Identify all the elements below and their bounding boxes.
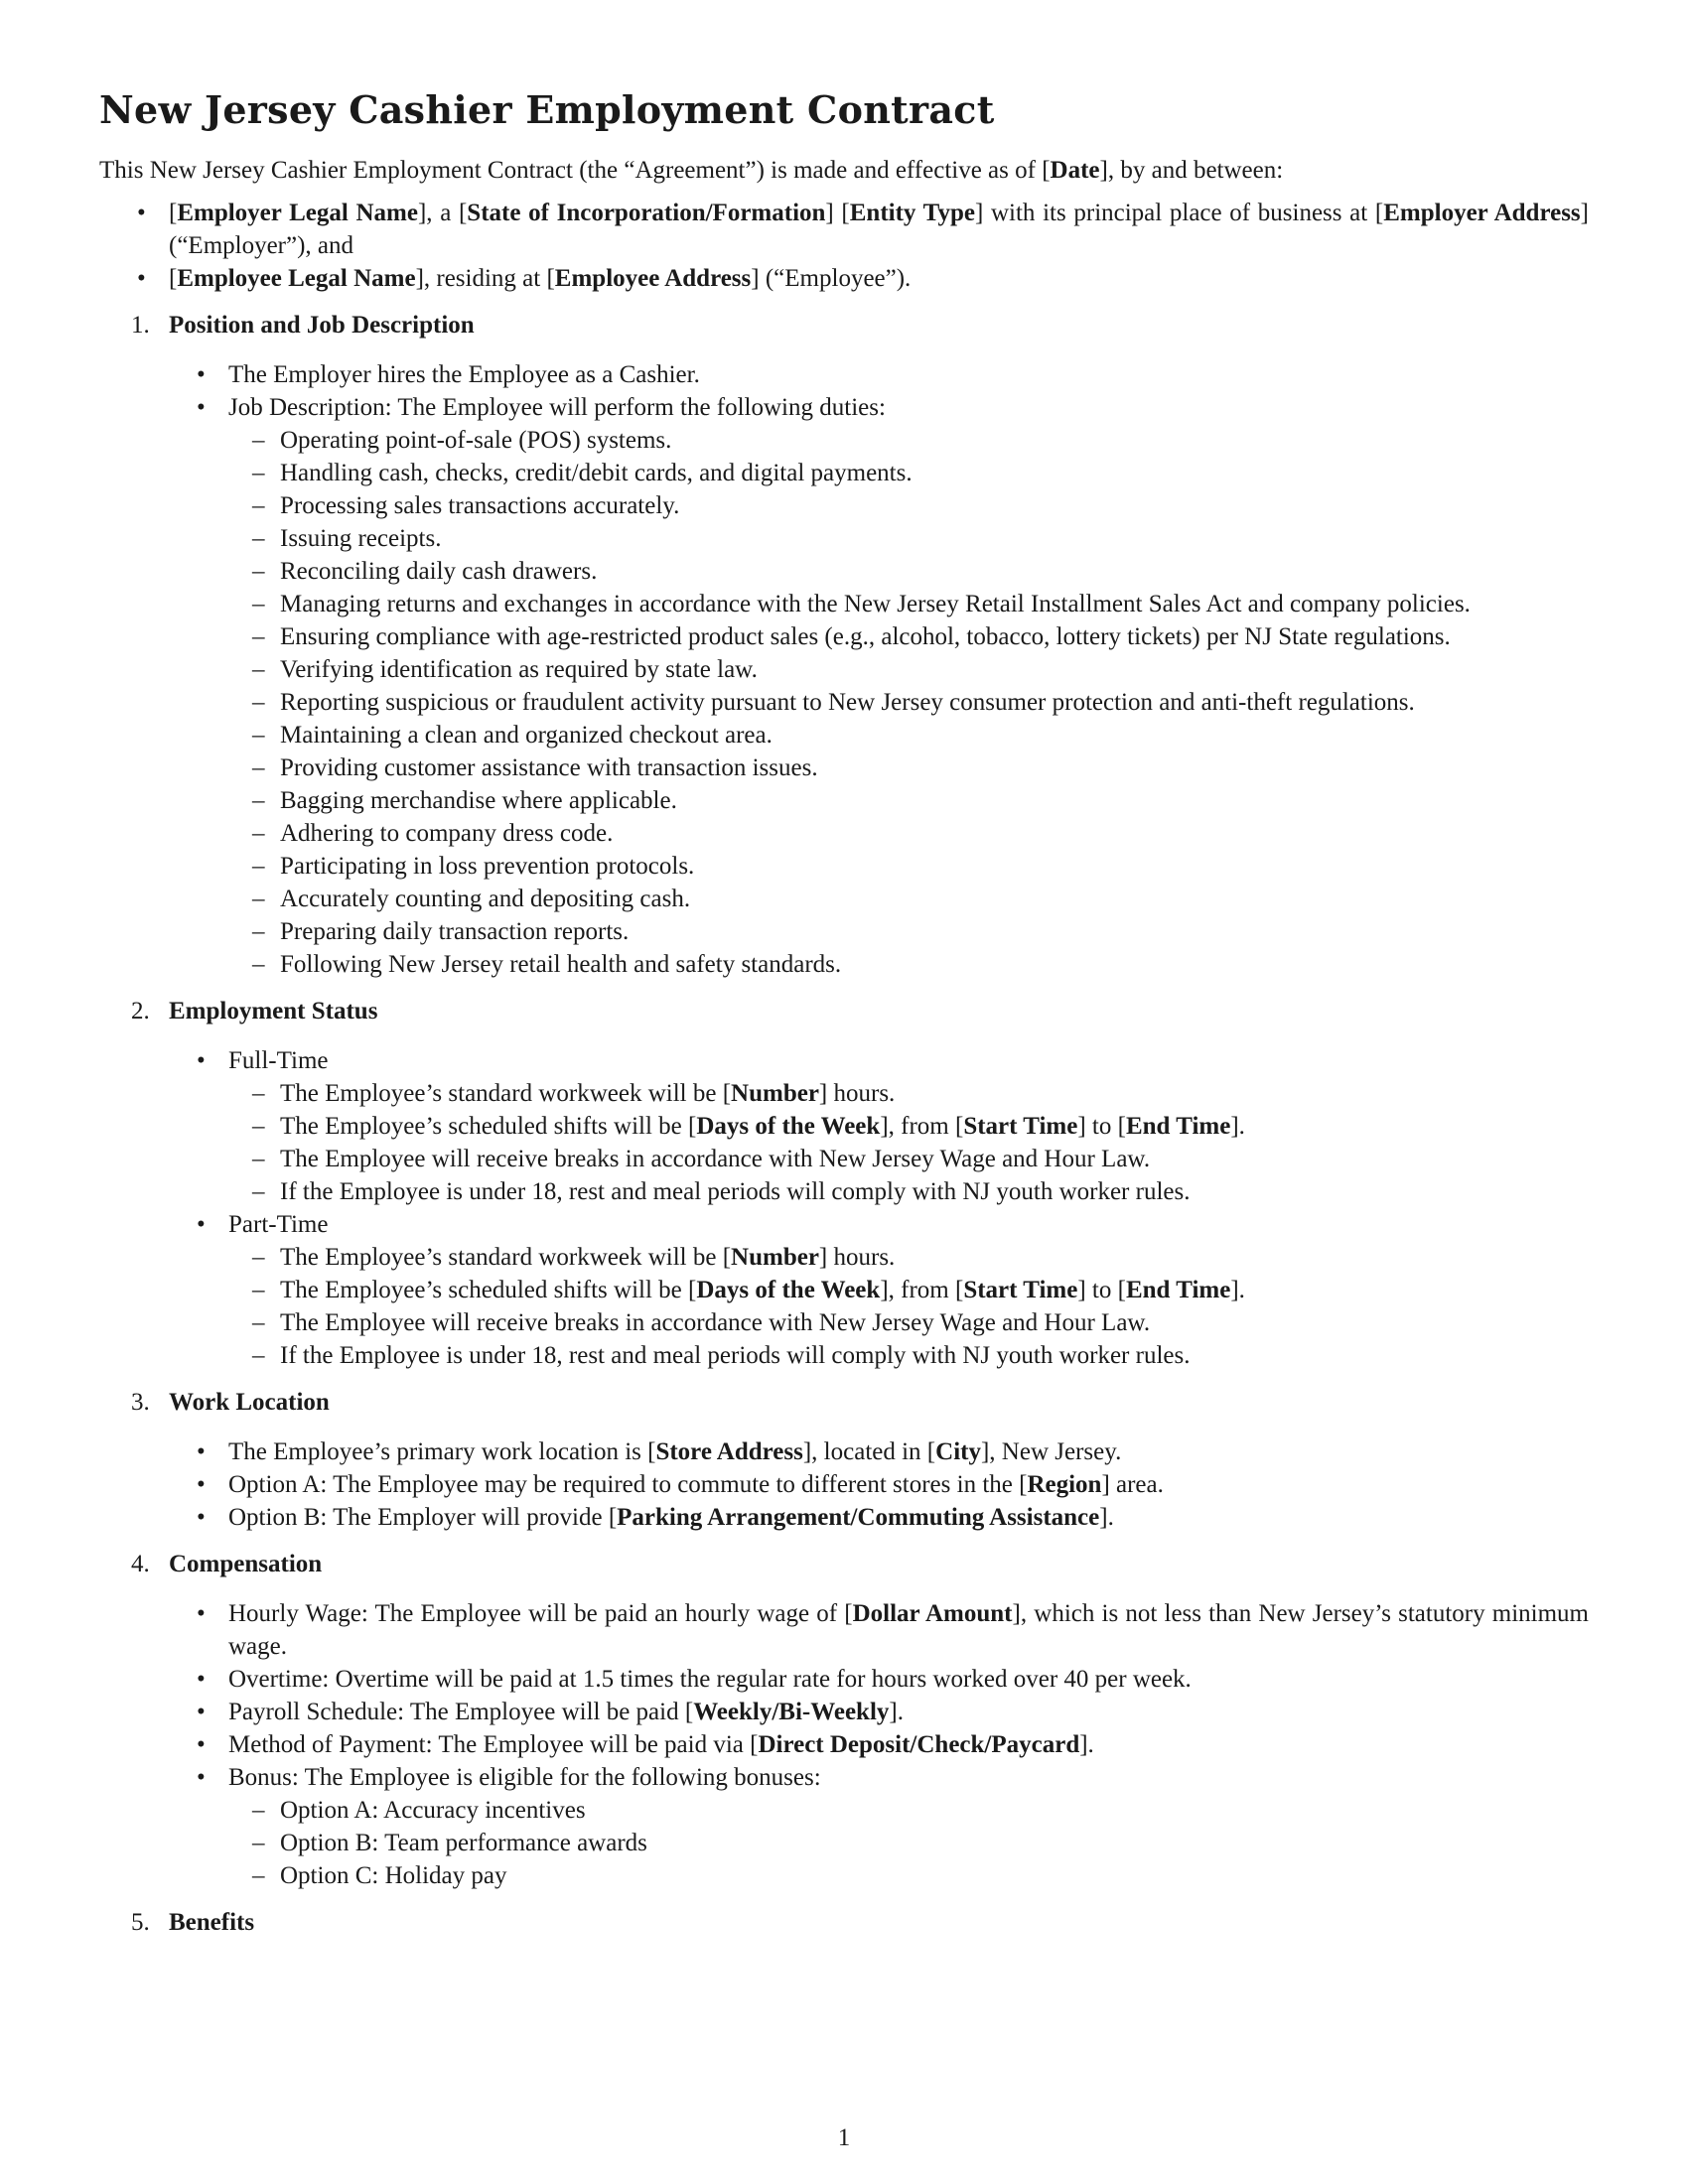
section-heading: 5. Benefits bbox=[99, 1906, 1589, 1939]
list-item: • Payroll Schedule: The Employee will be paid [Weekly/Bi-Weekly]. bbox=[99, 1696, 1589, 1728]
wage-placeholder: Dollar Amount bbox=[852, 1600, 1013, 1627]
list-item: – If the Employee is under 18, rest and meal periods will comply with NJ youth worker rules. bbox=[228, 1175, 1589, 1208]
section-number: 5. bbox=[131, 1909, 150, 1936]
list-item: – The Employee’s standard workweek will be [Number] hours. bbox=[228, 1241, 1589, 1274]
section-employment-status bbox=[99, 995, 1589, 1372]
duty-item: – Reporting suspicious or fraudulent activity pursuant to New Jersey consumer protection and anti-theft regulations. bbox=[228, 686, 1589, 719]
list-item: • Option B: The Employer will provide [Parking Arrangement/Commuting Assistance]. bbox=[99, 1501, 1589, 1534]
intro-paragraph: This New Jersey Cashier Employment Contract (the “Agreement”) is made and effective as of [Date], by and between: bbox=[99, 157, 1284, 184]
list-item: • Overtime: Overtime will be paid at 1.5 times the regular rate for hours worked over 40 per week. bbox=[99, 1663, 1589, 1696]
start-time-placeholder: Start Time bbox=[963, 1113, 1078, 1140]
region-placeholder: Region bbox=[1027, 1471, 1102, 1498]
hours-placeholder: Number bbox=[731, 1080, 819, 1107]
section-heading: 4. Compensation bbox=[99, 1548, 1589, 1580]
duty-item: – Managing returns and exchanges in accordance with the New Jersey Retail Installment Sales Act and company policies. bbox=[228, 588, 1589, 620]
list-item: – The Employee will receive breaks in accordance with New Jersey Wage and Hour Law. bbox=[228, 1143, 1589, 1175]
duty-item: – Adhering to company dress code. bbox=[228, 817, 1589, 850]
section-number: 3. bbox=[131, 1389, 150, 1416]
list-item: – The Employee will receive breaks in accordance with New Jersey Wage and Hour Law. bbox=[228, 1306, 1589, 1339]
hours-placeholder: Number bbox=[731, 1244, 819, 1271]
employer-address-placeholder: Employer Address bbox=[1383, 200, 1581, 226]
full-time-item: • Full-Time – The Employee’s standard workweek will be [Number] hours. – The Employee’s scheduled shifts will be [Days of the Week], from [Start Time] to [End Time]. – The Employee will receive breaks in accordance with New Jersey Wage and Hour Law. – If the Employee is under 18, rest and meal periods will comply with NJ youth worker rules. bbox=[99, 1044, 1589, 1208]
duty-item: – Preparing daily transaction reports. bbox=[228, 915, 1589, 948]
list-item: • The Employee’s primary work location is [Store Address], located in [City], New Jersey. bbox=[99, 1435, 1589, 1468]
days-placeholder: Days of the Week bbox=[696, 1277, 881, 1303]
duty-item: – Accurately counting and depositing cash. bbox=[228, 883, 1589, 915]
entity-type-placeholder: Entity Type bbox=[849, 200, 975, 226]
bonus-item: – Option C: Holiday pay bbox=[228, 1859, 1589, 1892]
parties-list bbox=[99, 197, 1589, 295]
bonus-item: – Option B: Team performance awards bbox=[228, 1827, 1589, 1859]
duty-item: – Verifying identification as required by state law. bbox=[228, 653, 1589, 686]
contract-page bbox=[99, 87, 1589, 1956]
employee-address-placeholder: Employee Address bbox=[554, 265, 752, 292]
duty-item: – Following New Jersey retail health and safety standards. bbox=[228, 948, 1589, 981]
duties-list bbox=[228, 424, 1589, 981]
duty-item: – Maintaining a clean and organized checkout area. bbox=[228, 719, 1589, 751]
payroll-placeholder: Weekly/Bi-Weekly bbox=[693, 1699, 890, 1725]
section-work-location bbox=[99, 1386, 1589, 1534]
duty-item: – Issuing receipts. bbox=[228, 522, 1589, 555]
duty-item: – Participating in loss prevention protocols. bbox=[228, 850, 1589, 883]
list-item: • Bonus: The Employee is eligible for the following bonuses: – Option A: Accuracy incentives – Option B: Team performance awards – Option C: Holiday pay bbox=[99, 1761, 1589, 1892]
payment-method-placeholder: Direct Deposit/Check/Paycard bbox=[758, 1731, 1080, 1758]
section-heading: 2. Employment Status bbox=[99, 995, 1589, 1027]
section-position bbox=[99, 309, 1589, 981]
section-heading: 1. Position and Job Description bbox=[99, 309, 1589, 341]
duty-item: – Processing sales transactions accurately. bbox=[228, 489, 1589, 522]
duty-item: – Handling cash, checks, credit/debit cards, and digital payments. bbox=[228, 457, 1589, 489]
list-item: • Job Description: The Employee will perform the following duties: – Operating point-of-sale (POS) systems. – Handling cash, checks, credit/debit cards, and digital payments. – Processing sales transactions accurately. – Issuing receipts. – Reconciling daily cash drawers. – Managing returns and exchanges in accordance with the New Jersey Retail Installment Sales Act and company policies. – Ensuring compliance with age-restricted product sales (e.g., alcohol, tobacco, lottery tickets) per NJ State regulations. – Verifying identification as required by state law. – Reporting suspicious or fraudulent activity pursuant to New Jersey consumer protection and anti-theft regulations. – Maintaining a clean and organized checkout area. – Providing customer assistance with transaction issues. – Bagging merchandise where applicable. – Adhering to company dress code. – Participating in loss prevention protocols. – Accurately counting and depositing cash. – Preparing daily transaction reports. – Following New Jersey retail health and safety standards. bbox=[99, 391, 1589, 981]
list-item: – The Employee’s scheduled shifts will be [Days of the Week], from [Start Time] to [End Time]. bbox=[228, 1274, 1589, 1306]
list-item: – If the Employee is under 18, rest and meal periods will comply with NJ youth worker rules. bbox=[228, 1339, 1589, 1372]
duty-item: – Bagging merchandise where applicable. bbox=[228, 784, 1589, 817]
duty-item: – Ensuring compliance with age-restricted product sales (e.g., alcohol, tobacco, lottery tickets) per NJ State regulations. bbox=[228, 620, 1589, 653]
state-placeholder: State of Incorporation/Formation bbox=[467, 200, 826, 226]
duty-item: – Operating point-of-sale (POS) systems. bbox=[228, 424, 1589, 457]
section-number: 2. bbox=[131, 998, 150, 1024]
days-placeholder: Days of the Week bbox=[696, 1113, 881, 1140]
employer-party: • [Employer Legal Name], a [State of Incorporation/Formation] [Entity Type] with its principal place of business at [Employer Address] (“Employer”), and bbox=[99, 197, 1589, 262]
bonus-item: – Option A: Accuracy incentives bbox=[228, 1794, 1589, 1827]
duty-item: – Providing customer assistance with transaction issues. bbox=[228, 751, 1589, 784]
list-item: • Hourly Wage: The Employee will be paid an hourly wage of [Dollar Amount], which is not less than New Jersey’s statutory minimum wage. bbox=[99, 1597, 1589, 1663]
list-item: – The Employee’s standard workweek will be [Number] hours. bbox=[228, 1077, 1589, 1110]
bonus-list bbox=[228, 1794, 1589, 1892]
list-item: • Option A: The Employee may be required to commute to different stores in the [Region] area. bbox=[99, 1468, 1589, 1501]
store-address-placeholder: Store Address bbox=[655, 1438, 803, 1465]
section-heading: 3. Work Location bbox=[99, 1386, 1589, 1419]
end-time-placeholder: End Time bbox=[1125, 1113, 1231, 1140]
employee-name-placeholder: Employee Legal Name bbox=[177, 265, 416, 292]
document-title: New Jersey Cashier Employment Contract bbox=[99, 87, 995, 132]
employer-name-placeholder: Employer Legal Name bbox=[177, 200, 418, 226]
section-compensation bbox=[99, 1548, 1589, 1892]
parking-placeholder: Parking Arrangement/Commuting Assistance bbox=[617, 1504, 1100, 1531]
date-placeholder: Date bbox=[1050, 157, 1100, 184]
section-number: 1. bbox=[131, 312, 150, 339]
part-time-item: • Part-Time – The Employee’s standard workweek will be [Number] hours. – The Employee’s scheduled shifts will be [Days of the Week], from [Start Time] to [End Time]. – The Employee will receive breaks in accordance with New Jersey Wage and Hour Law. – If the Employee is under 18, rest and meal periods will comply with NJ youth worker rules. bbox=[99, 1208, 1589, 1372]
list-item: • Method of Payment: The Employee will be paid via [Direct Deposit/Check/Paycard]. bbox=[99, 1728, 1589, 1761]
list-item: – The Employee’s scheduled shifts will be [Days of the Week], from [Start Time] to [End Time]. bbox=[228, 1110, 1589, 1143]
duty-item: – Reconciling daily cash drawers. bbox=[228, 555, 1589, 588]
page-number: 1 bbox=[837, 2124, 851, 2151]
list-item: • The Employer hires the Employee as a Cashier. bbox=[99, 358, 1589, 391]
section-number: 4. bbox=[131, 1551, 150, 1577]
city-placeholder: City bbox=[935, 1438, 981, 1465]
end-time-placeholder: End Time bbox=[1125, 1277, 1231, 1303]
employee-party: • [Employee Legal Name], residing at [Employee Address] (“Employee”). bbox=[99, 262, 1589, 295]
section-benefits bbox=[99, 1906, 1589, 1939]
start-time-placeholder: Start Time bbox=[963, 1277, 1078, 1303]
